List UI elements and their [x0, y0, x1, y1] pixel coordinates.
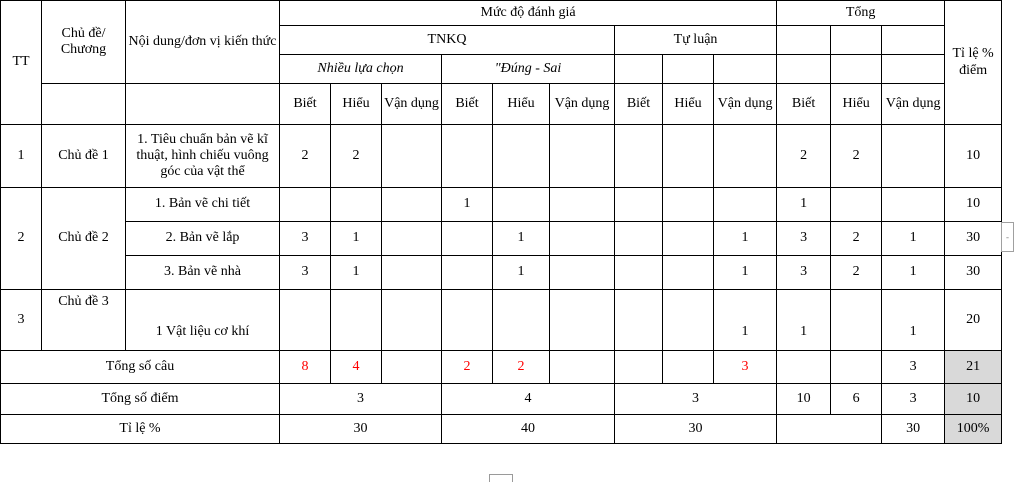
cell-mc-hieu: 2: [331, 125, 382, 188]
col-total-hieu: Hiểu: [831, 84, 882, 125]
row-content: 2. Bản vẽ lắp: [126, 222, 280, 256]
tuluan-biet-spacer: [615, 55, 663, 84]
row-tt: 3: [1, 290, 42, 351]
row-content: 1. Bản vẽ chi tiết: [126, 188, 280, 222]
header-content-spacer: [126, 84, 280, 125]
summary-label: Tổng số điểm: [1, 384, 280, 415]
total-col-biet-spacer: [777, 26, 831, 55]
cell-tl-hieu-top: [663, 290, 714, 315]
cell-total-hieu: 2: [831, 256, 882, 290]
header-tt: TT: [1, 1, 42, 125]
cell-tf-biet-top: [442, 290, 493, 315]
cell-mc-hieu: 1: [331, 222, 382, 256]
summary-pct-total-blank: [777, 415, 882, 444]
cell-tl-vandung-top: [714, 290, 777, 315]
summary-ratio: 10: [945, 384, 1002, 415]
cell-tl-biet: [615, 188, 663, 222]
cell-total-biet: 3: [777, 222, 831, 256]
col-tl-vandung: Vận dụng: [714, 84, 777, 125]
table-row: [1, 125, 1002, 188]
summary-tl-hieu: [663, 351, 714, 384]
cell-mc-biet: 3: [280, 222, 331, 256]
summary-points-total-hieu: 6: [831, 384, 882, 415]
summary-points-total-biet: 10: [777, 384, 831, 415]
cell-tl-hieu: [663, 188, 714, 222]
cell-mc-hieu: [331, 314, 382, 351]
cell-tl-hieu: [663, 314, 714, 351]
cell-tf-hieu-top: [493, 290, 550, 315]
header-row-4: [1, 84, 1002, 125]
summary-total-vandung: 3: [882, 351, 945, 384]
summary-total-biet: [777, 351, 831, 384]
row-topic: Chủ đề 1: [42, 125, 126, 188]
cell-tl-vandung: [714, 125, 777, 188]
cell-tl-hieu: [663, 256, 714, 290]
cell-ratio: 10: [945, 188, 1002, 222]
summary-row-percentage: [1, 415, 1002, 444]
cell-tf-hieu: [493, 125, 550, 188]
header-level-group: Mức độ đánh giá: [280, 1, 777, 26]
cell-tf-hieu: 1: [493, 222, 550, 256]
cell-total-hieu-top: [831, 290, 882, 315]
summary-tl-biet: [615, 351, 663, 384]
cell-tl-biet: [615, 314, 663, 351]
cell-ratio: 30: [945, 222, 1002, 256]
total-hieu-spacer2: [831, 55, 882, 84]
table-row: [1, 222, 1002, 256]
summary-pct-total-vandung: 30: [882, 415, 945, 444]
cell-tl-hieu: [663, 125, 714, 188]
table-row: [1, 188, 1002, 222]
cell-mc-vandung: [382, 222, 442, 256]
summary-points-tnkq-mc: 3: [280, 384, 442, 415]
cell-tf-biet: [442, 125, 493, 188]
header-total-group: Tổng: [777, 1, 945, 26]
cell-tl-biet-top: [615, 290, 663, 315]
col-mc-vandung: Vận dụng: [382, 84, 442, 125]
total-col-vandung-spacer: [882, 26, 945, 55]
header-topic: Chủ đề/ Chương: [42, 1, 126, 84]
cell-tf-biet: 1: [442, 188, 493, 222]
col-tf-hieu: Hiểu: [493, 84, 550, 125]
cell-total-biet-top: [777, 290, 831, 315]
cell-tf-hieu: [493, 314, 550, 351]
tuluan-hieu-spacer: [663, 55, 714, 84]
row-topic: Chủ đề 3: [42, 290, 126, 315]
summary-row-total-points: [1, 384, 1002, 415]
cell-tf-biet: [442, 314, 493, 351]
header-ratio: Tỉ lệ % điểm: [945, 1, 1002, 125]
summary-tf-vandung: [550, 351, 615, 384]
total-biet-spacer2: [777, 55, 831, 84]
cell-tl-biet: [615, 256, 663, 290]
col-total-vandung: Vận dụng: [882, 84, 945, 125]
summary-ratio: 100%: [945, 415, 1002, 444]
cell-mc-biet: 3: [280, 256, 331, 290]
cell-mc-vandung: [382, 125, 442, 188]
cell-tl-hieu: [663, 222, 714, 256]
cell-mc-vandung-top: [382, 290, 442, 315]
header-multi-choice: Nhiều lựa chọn: [280, 55, 442, 84]
header-content: Nội dung/đơn vị kiến thức: [126, 1, 280, 84]
cell-total-vandung: 1: [882, 222, 945, 256]
cell-mc-hieu: [331, 188, 382, 222]
cell-tf-hieu: 1: [493, 256, 550, 290]
cell-tf-vandung: [550, 222, 615, 256]
cell-ratio: 10: [945, 125, 1002, 188]
cell-ratio: 30: [945, 256, 1002, 290]
header-tuluan: Tự luận: [615, 26, 777, 55]
row-tt: 1: [1, 125, 42, 188]
cell-total-hieu: 2: [831, 222, 882, 256]
cell-mc-hieu-top: [331, 290, 382, 315]
cell-mc-biet: [280, 314, 331, 351]
cell-tl-vandung: 1: [714, 256, 777, 290]
summary-pct-tnkq-tf: 40: [442, 415, 615, 444]
summary-pct-tuluan: 30: [615, 415, 777, 444]
cell-total-vandung: [882, 125, 945, 188]
cell-total-vandung: [882, 188, 945, 222]
cell-tf-vandung-top: [550, 290, 615, 315]
cell-total-vandung: 1: [882, 314, 945, 351]
summary-total-hieu: [831, 351, 882, 384]
cell-mc-hieu: 1: [331, 256, 382, 290]
summary-points-tnkq-tf: 4: [442, 384, 615, 415]
header-row-1: [1, 1, 1002, 26]
scroll-thumb[interactable]: -: [1001, 222, 1014, 252]
cell-total-biet: 2: [777, 125, 831, 188]
summary-tl-vandung: 3: [714, 351, 777, 384]
cell-mc-biet-top: [280, 290, 331, 315]
cell-total-biet: 1: [777, 188, 831, 222]
summary-mc-biet: 8: [280, 351, 331, 384]
cell-total-hieu: [831, 314, 882, 351]
header-true-false: "Đúng - Sai: [442, 55, 615, 84]
total-vandung-spacer2: [882, 55, 945, 84]
cell-tl-vandung: [714, 188, 777, 222]
summary-points-total-vandung: 3: [882, 384, 945, 415]
cell-total-hieu: 2: [831, 125, 882, 188]
summary-tf-biet: 2: [442, 351, 493, 384]
cell-tf-hieu: [493, 188, 550, 222]
table-row: [1, 290, 1002, 315]
cell-tf-vandung: [550, 256, 615, 290]
table-row: [1, 256, 1002, 290]
tuluan-vandung-spacer: [714, 55, 777, 84]
cell-tl-biet: [615, 222, 663, 256]
row-topic-cont: [42, 314, 126, 351]
col-mc-hieu: Hiểu: [331, 84, 382, 125]
cell-total-vandung: 1: [882, 256, 945, 290]
summary-label: Tỉ lệ %: [1, 415, 280, 444]
col-tf-vandung: Vận dụng: [550, 84, 615, 125]
cell-tl-vandung: 1: [714, 314, 777, 351]
header-topic-spacer: [42, 84, 126, 125]
cell-tf-vandung: [550, 125, 615, 188]
col-tf-biet: Biết: [442, 84, 493, 125]
cell-tl-biet: [615, 125, 663, 188]
table-row: [1, 314, 1002, 351]
summary-mc-vandung: [382, 351, 442, 384]
row-content: 3. Bản vẽ nhà: [126, 256, 280, 290]
cell-total-biet: 3: [777, 256, 831, 290]
summary-label: Tổng số câu: [1, 351, 280, 384]
summary-ratio: 21: [945, 351, 1002, 384]
summary-row-total-questions: [1, 351, 1002, 384]
cell-mc-biet: 2: [280, 125, 331, 188]
summary-mc-hieu: 4: [331, 351, 382, 384]
cell-tl-vandung: 1: [714, 222, 777, 256]
header-tnkq: TNKQ: [280, 26, 615, 55]
cell-mc-vandung: [382, 314, 442, 351]
row-content: 1 Vật liệu cơ khí: [126, 314, 280, 351]
row-topic: Chủ đề 2: [42, 188, 126, 290]
cell-mc-biet: [280, 188, 331, 222]
row-content-top-spacer: [126, 290, 280, 315]
summary-tf-hieu: 2: [493, 351, 550, 384]
cell-mc-vandung: [382, 188, 442, 222]
row-content: 1. Tiêu chuẩn bản vẽ kĩ thuật, hình chiếu vuông góc của vật thể: [126, 125, 280, 188]
cell-tf-biet: [442, 256, 493, 290]
cell-tf-vandung: [550, 314, 615, 351]
cell-total-biet: 1: [777, 314, 831, 351]
cell-tf-vandung: [550, 188, 615, 222]
col-tl-biet: Biết: [615, 84, 663, 125]
col-total-biet: Biết: [777, 84, 831, 125]
cell-total-hieu: [831, 188, 882, 222]
row-tt: 2: [1, 188, 42, 290]
cell-tf-biet: [442, 222, 493, 256]
cell-ratio: 20: [945, 290, 1002, 351]
summary-pct-tnkq-mc: 30: [280, 415, 442, 444]
summary-points-tuluan: 3: [615, 384, 777, 415]
horizontal-scroll-thumb[interactable]: [489, 474, 513, 482]
total-col-hieu-spacer: [831, 26, 882, 55]
col-mc-biet: Biết: [280, 84, 331, 125]
cell-mc-vandung: [382, 256, 442, 290]
col-tl-hieu: Hiểu: [663, 84, 714, 125]
cell-total-vandung-top: [882, 290, 945, 315]
